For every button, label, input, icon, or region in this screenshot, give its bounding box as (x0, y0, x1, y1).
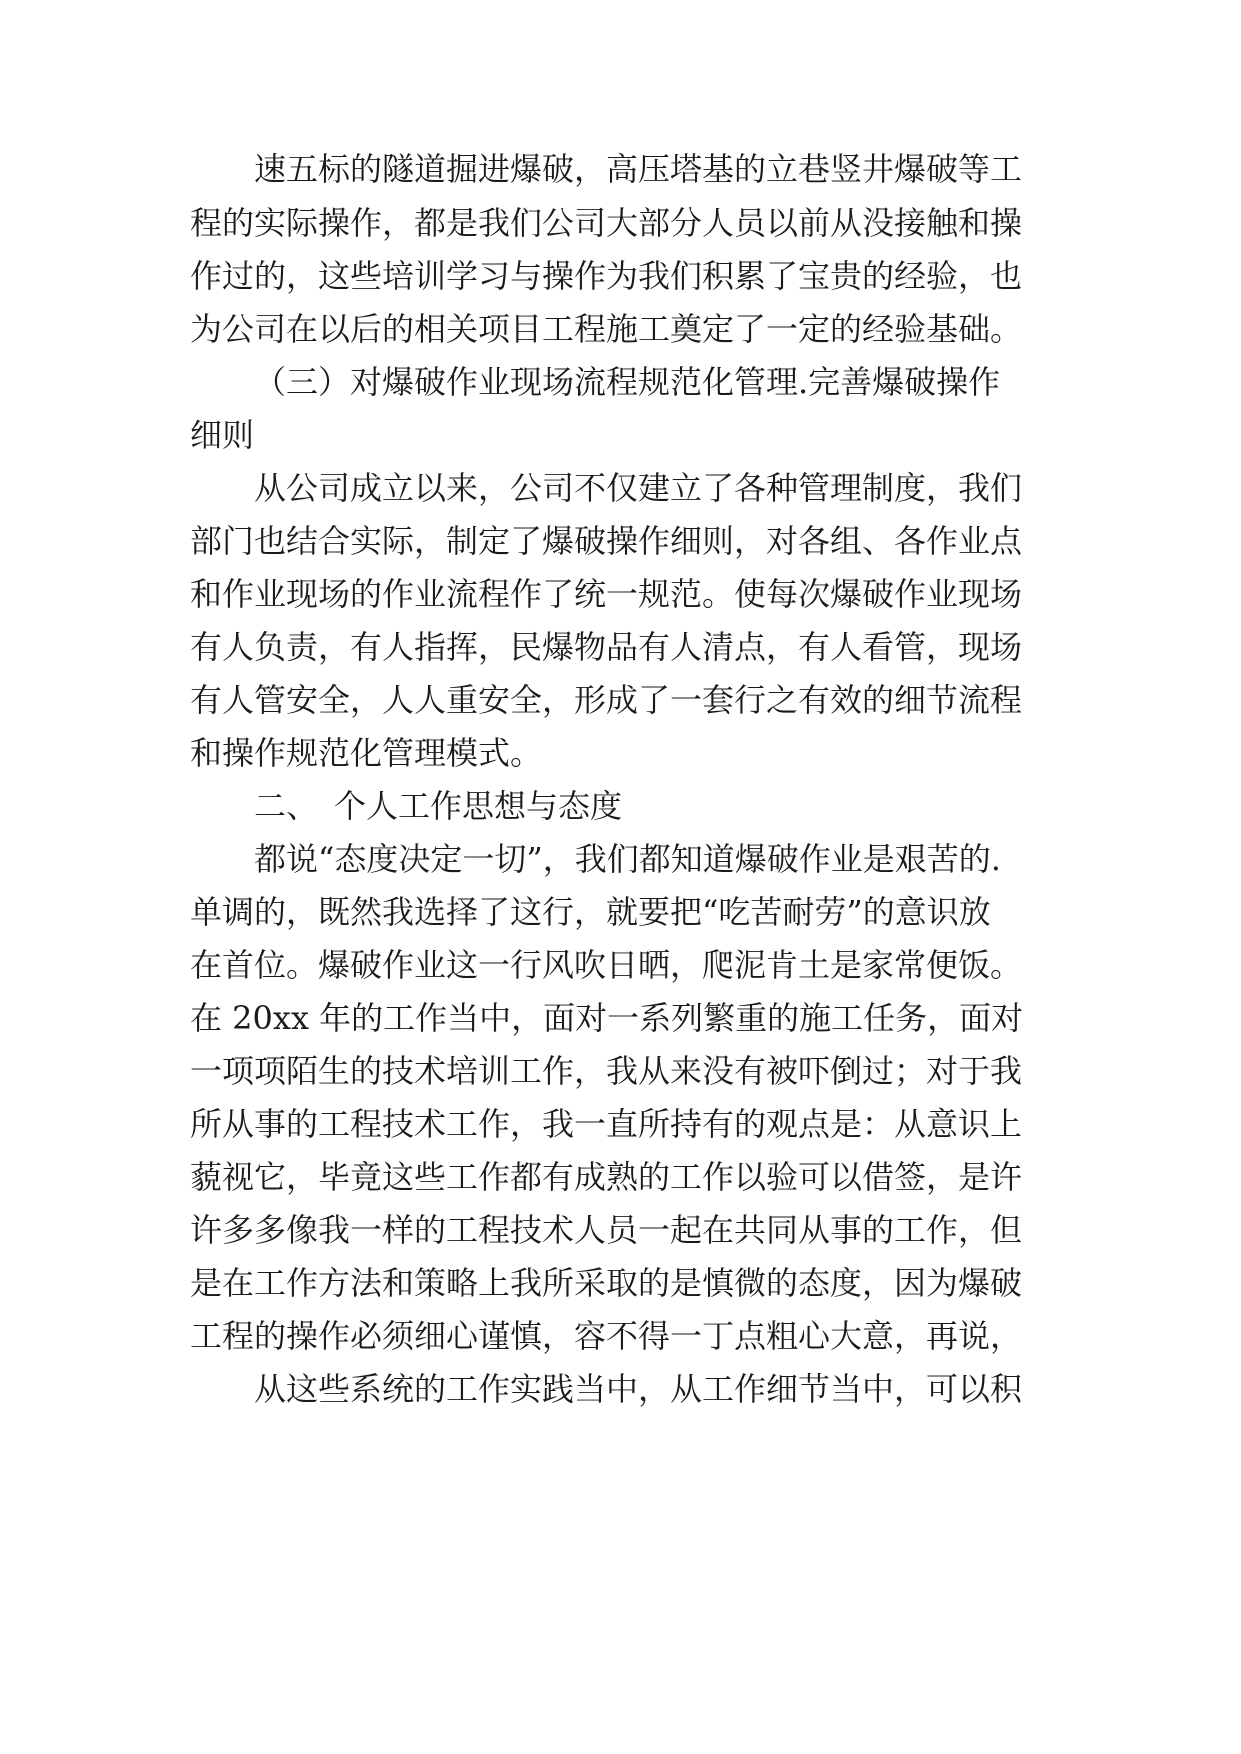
text-line: 在首位。爆破作业这一行风吹日晒，爬泥肯土是家常便饭。 (190, 946, 1023, 984)
text-line: 许多多像我一样的工程技术人员一起在共同从事的工作，但 (190, 1211, 1023, 1249)
text-line: 为公司在以后的相关项目工程施工奠定了一定的经验基础。 (190, 310, 1023, 348)
text-line: 有人负责，有人指挥，民爆物品有人清点，有人看管，现场 (190, 628, 1023, 666)
text-line: 和操作规范化管理模式。 (190, 734, 543, 772)
text-line: 部门也结合实际，制定了爆破操作细则，对各组、各作业点 (190, 522, 1023, 560)
section-heading-continuation: 细则 (190, 416, 255, 454)
text-line: 都说“态度决定一切”，我们都知道爆破作业是艰苦的. (254, 840, 1001, 878)
text-line: 从这些系统的工作实践当中，从工作细节当中，可以积 (254, 1370, 1023, 1408)
text-line: 工程的操作必须细心谨慎，容不得一丁点粗心大意，再说， (190, 1317, 1023, 1355)
text-line: 在 20xx 年的工作当中，面对一系列繁重的施工任务，面对 (190, 999, 1024, 1037)
section-heading: （三）对爆破作业现场流程规范化管理.完善爆破操作 (254, 363, 1001, 401)
text-line: 是在工作方法和策略上我所采取的是慎微的态度，因为爆破 (190, 1264, 1023, 1302)
text-line: 速五标的隧道掘进爆破，高压塔基的立巷竖井爆破等工 (254, 150, 1023, 188)
text-line: 所从事的工程技术工作，我一直所持有的观点是：从意识上 (190, 1105, 1023, 1143)
text-line: 一项项陌生的技术培训工作，我从来没有被吓倒过；对于我 (190, 1052, 1023, 1090)
section-heading: 二、 个人工作思想与态度 (254, 787, 623, 825)
text-line: 程的实际操作，都是我们公司大部分人员以前从没接触和操 (190, 204, 1023, 242)
text-line: 藐视它，毕竟这些工作都有成熟的工作以验可以借签，是许 (190, 1158, 1023, 1196)
text-line: 从公司成立以来，公司不仅建立了各种管理制度，我们 (254, 469, 1023, 507)
text-line: 作过的，这些培训学习与操作为我们积累了宝贵的经验，也 (190, 257, 1023, 295)
text-line: 有人管安全，人人重安全，形成了一套行之有效的细节流程 (190, 681, 1023, 719)
text-line: 单调的，既然我选择了这行，就要把“吃苦耐劳”的意识放 (190, 893, 991, 931)
text-line: 和作业现场的作业流程作了统一规范。使每次爆破作业现场 (190, 575, 1023, 613)
